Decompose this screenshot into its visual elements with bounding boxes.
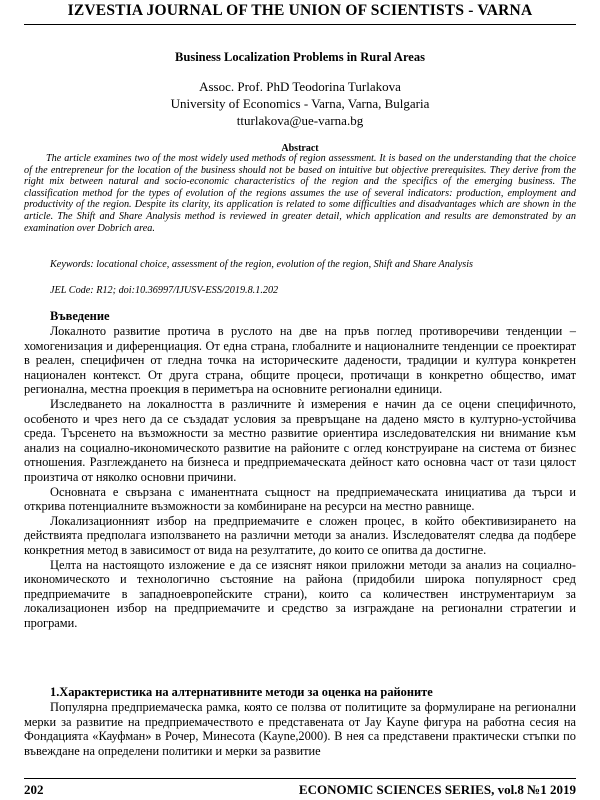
introduction-paragraph: Локалното развитие протича в руслото на две на пръв поглед противоречиви тенденции – хомогенизация и диференциация. От една страна, глобалните и националните тенденции се проектират в реален, специфичен от гледна точка на историческите дадености, традиции и култура конкретен национален контекст. От друга страна, общите процеси, протичащи в конкретно общество, имат регионална, местна проекция в периметъра на основните регионални единици. <box>24 324 576 397</box>
section-1-heading: 1.Характеристика на алтернативните методи за оценка на районите <box>50 685 433 699</box>
abstract-heading: Abstract <box>281 143 319 154</box>
author-email[interactable]: tturlakova@ue-varna.bg <box>236 113 364 128</box>
introduction-heading: Въведение <box>50 309 110 323</box>
introduction-paragraph: Локализационният избор на предприемачите е сложен процес, в който обективизирането на действията предполага използването на различни методи за анализ. Изследователят следва да подбере конкретния метод в зависимост от вида на резултатите, до които се опитва да достигне. <box>24 513 576 557</box>
author-affiliation: University of Economics - Varna, Varna, Bulgaria <box>170 96 430 111</box>
author-block <box>0 78 600 129</box>
footer-page-number: 202 <box>24 782 44 797</box>
footer-divider <box>24 778 576 779</box>
author-name: Assoc. Prof. PhD Teodorina Turlakova <box>199 79 401 94</box>
section-1-body <box>24 700 576 758</box>
introduction-body <box>24 324 576 630</box>
abstract-text: The article examines two of the most widely used methods of region assessment. It is based on the understanding that the choice of the entrepreneur for the location of the business should not be based on intuitive but objective prerequisites. They derive from the right mix between natural and socio-economic characteristics of the region and the specifics of the emerging business. The classification method for the types of evolution of the regions assumes the use of several indicators: production, employment and productivity of the region. Despite its clarity, its application is related to some difficulties and disadvantages which are shown in the article. The Shift and Share Analysis method is reviewed in greater detail, which application and results are demonstrated by an examination over Dobrich area. <box>24 153 576 234</box>
jel-code: JEL Code: R12; doi:10.36997/IJUSV-ESS/2019.8.1.202 <box>50 285 279 296</box>
footer-series: ECONOMIC SCIENCES SERIES, vol.8 №1 2019 <box>298 782 576 797</box>
section-1-paragraph: Популярна предприемаческа рамка, която се ползва от политиците за формулиране на регионални мерки за развитие на предприемачеството е представената от Jay Kayne фигура на работна сесия на Фондацията «Кауфман» в Рочер, Минесота (Kayne,2000). В нея са представени практически стъпки по въвеждане на определени политики и мерки за развитие <box>24 700 576 758</box>
journal-header: IZVESTIA JOURNAL OF THE UNION OF SCIENTISTS - VARNA <box>24 2 576 25</box>
keywords: Keywords: locational choice, assessment of the region, evolution of the region, Shift and Share Analysis <box>50 259 474 270</box>
introduction-paragraph: Основната е свързана с иманентната същност на предприемаческата инициатива да търси и открива потенциалните възможности за комбиниране на ресурси на местно равнище. <box>24 484 576 514</box>
introduction-paragraph: Целта на настоящото изложение е да се изяснят някои приложни методи за анализ на социално-икономическото и технологично състояние на района (придобили широка популярност сред предприемачите в западноевропейските страни), които са количествен инструментариум за локализационен избор на предприемачите и средство за изграждане на регионални стратегии и програми. <box>24 557 576 630</box>
introduction-paragraph: Изследването на локалността в различните ѝ измерения е начин да се оцени специфичното, особеното и чрез него да се създадат условия за превръщане на дадено място в културно-устойчива среда. Търсенето на възможности за местно развитие ориентира изследователския ни внимание към анализ на социално-икономическото развитие на районите с оглед конструиране на система от бизнес отношения. Разглеждането на бизнеса и предприемаческата дейност като основна част от тази цялост произтича от няколко основни причини. <box>24 396 576 484</box>
paper-title: Business Localization Problems in Rural Areas <box>175 50 425 64</box>
